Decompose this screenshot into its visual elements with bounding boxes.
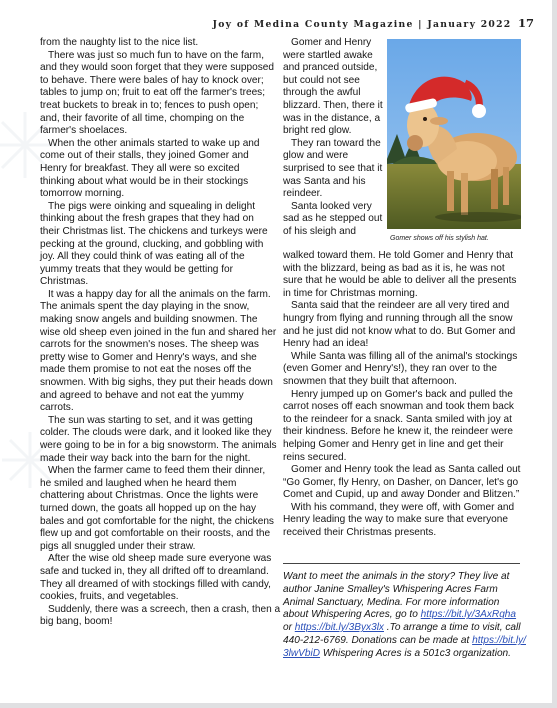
text-line: When the farmer came to feed them their dinner, <box>48 465 266 477</box>
text-line: They all dreamed of with stockings filled with candy, <box>40 578 271 590</box>
text-line: thinking about the fresh grapes that they had on <box>40 213 254 225</box>
text-line: yummy treats that they would be getting for <box>40 263 233 275</box>
text-line: bales and got comfortable for the night, the chickens <box>40 515 274 527</box>
text-line: thinking about what would be in their stockings <box>40 175 249 187</box>
url-link[interactable]: https://bit.ly/3Byx3lx <box>294 622 384 634</box>
text-line: tables to jump on; fruit to eat off the farmer's trees; <box>40 87 266 99</box>
text-line: While Santa was filling all of the animal's stockings <box>291 350 518 362</box>
text-line: carrots for the snowmen's noses. The sheep was <box>40 339 259 351</box>
text-line: Henry jumped up on Gomer's back and pulled the <box>291 388 513 400</box>
text-line: colder. The clouds were dark, and it looked like they <box>40 427 272 439</box>
note-line <box>283 648 523 661</box>
text-line: he smiled and laughed when he heard them <box>40 477 237 489</box>
text-line: made their way back into the barn for the night. <box>40 452 251 464</box>
text-line: made them promise to not eat the noses off the <box>40 364 252 376</box>
goat-photo <box>387 39 521 229</box>
text-line: reindeer. <box>283 188 323 200</box>
text-line: It was a happy day for all the animals on the farm. <box>48 288 271 300</box>
note-line <box>283 609 523 622</box>
text-line: but could not see <box>283 74 360 86</box>
text-line: carrots. <box>40 402 74 414</box>
note-line <box>283 597 523 610</box>
text-line: tomorrow morning. <box>40 188 125 200</box>
text-line: wise old sheep even joined in the fun and shared her <box>40 326 277 338</box>
text-line: carrot noses off each snowman and took them back <box>283 401 514 413</box>
text-line: When the other animals started to wake up and <box>48 137 260 149</box>
text-line: farmer's shoelaces. <box>40 125 128 137</box>
text-line: sure that he would be able to deliver all the presents <box>283 275 517 287</box>
text-line: flew up and got comfortable on their roosts, and the <box>40 528 271 540</box>
text-line: were startled awake <box>283 49 373 61</box>
note-text: .To arrange a time to visit, call <box>383 622 521 634</box>
running-title: Joy of Medina County Magazine | January 2022 <box>212 19 512 30</box>
note-text: author Janine Smalley's Whispering Acres Farm <box>283 583 498 595</box>
text-line: blizzard. Then, there it <box>283 99 383 111</box>
text-line: and pranced outside, <box>283 62 378 74</box>
text-line: Santa looked very <box>291 200 372 212</box>
text-line: Henry for breakfast. They all were so excited <box>40 162 240 174</box>
text-line: Comet and Cupid, up and away Donder and Blitzen.” <box>283 489 520 501</box>
note-line <box>283 571 523 584</box>
text-line: and, their favorite of all time, chomping on the <box>40 112 245 124</box>
note-text: 440-212-6769. Donations can be made at <box>283 634 473 646</box>
text-line: received their Christmas presents. <box>283 527 437 539</box>
text-line: to behave. There were bales of hay to knock over; <box>40 74 264 86</box>
note-line <box>283 622 523 635</box>
text-line: The pigs were oinking and squealing in delight <box>48 200 256 212</box>
text-line: to the reindeer for a snack. Santa smiled with joy at <box>283 413 512 425</box>
text-line: through the awful <box>283 87 361 99</box>
text-line: safe and tucked in, they all drifted off to dreamland. <box>40 565 269 577</box>
right-text-column-bottom <box>283 250 523 540</box>
text-line: making snow angels and building snowmen. The <box>40 314 258 326</box>
note-line <box>283 584 523 597</box>
text-line: and they would soon forget that they were supposed <box>40 62 274 74</box>
url-link[interactable]: 3lwVbiD <box>283 647 321 659</box>
text-line: helping Gomer and Henry get in line and get their <box>283 438 504 450</box>
text-line: from the naughty list to the nice list. <box>40 37 199 48</box>
text-line: chattering about Christmas. Once the lights were <box>40 490 259 502</box>
photo-caption: Gomer shows off his stylish hat. <box>390 235 489 242</box>
text-line: The sun was starting to set, and it was getting <box>48 414 253 426</box>
text-line: come out of their stalls, they joined Gomer and <box>40 150 249 162</box>
text-line: and he just did not know what to do. But Gomer and <box>283 325 516 337</box>
text-line: snowmen. With big sighs, they put their heads down <box>40 377 273 389</box>
text-line: hungry from flying and running through all the snow <box>283 312 513 324</box>
url-link[interactable]: https://bit.ly/ <box>472 634 526 646</box>
text-line: joy. All they could think of was eating all of the <box>40 251 245 263</box>
text-line: Santa said that the reindeer are all very tired and <box>291 300 510 312</box>
section-divider <box>283 563 520 564</box>
text-line: with the blizzard, being as bad as it is, he was not <box>283 262 505 274</box>
note-text: or <box>283 622 295 634</box>
text-line: pretty wise to Gomer and Henry's ways, and she <box>40 351 257 363</box>
text-line: in time for Christmas morning. <box>283 287 418 299</box>
page-edge <box>0 703 557 708</box>
sanctuary-info-note <box>283 571 526 661</box>
text-line: snowmen that they built that afternoon. <box>283 375 457 387</box>
running-header <box>0 16 534 30</box>
text-line: bright red glow. <box>283 125 352 137</box>
text-line: Henry had an idea! <box>283 338 369 350</box>
text-line: Gomer and Henry took the lead as Santa called out <box>291 464 521 476</box>
text-line: big bang, boom! <box>40 616 113 628</box>
text-line: With his command, they were off, with Gomer and <box>291 501 515 513</box>
text-line: walked toward them. He told Gomer and Henry that <box>283 250 514 261</box>
text-line: pigs all snuggled under their straw. <box>40 540 196 552</box>
text-line: reins secured. <box>283 451 347 463</box>
text-line: their kindness. Before he knew it, the reindeer were <box>283 426 514 438</box>
left-text-column <box>40 37 280 629</box>
text-line: and agreed to behave and not eat the yummy <box>40 389 244 401</box>
text-line: Henry leading the way to make sure that everyone <box>283 514 508 526</box>
text-line: (even Gomer and Henry's!), they ran over to the <box>283 363 497 375</box>
note-text: Animal Sanctuary, Medina. For more information <box>283 596 500 608</box>
text-line: “Go Gomer, fly Henry, on Dasher, on Dancer, let's go <box>283 476 519 488</box>
note-line <box>283 634 526 648</box>
text-line: cookies, fruits, and vegetables. <box>40 591 179 603</box>
text-line: Suddenly, there was a screech, then a crash, then a <box>48 603 281 615</box>
text-line: The animals spent the day playing in the snow, <box>40 301 250 313</box>
text-line: sad as he stepped out <box>283 213 383 225</box>
text-line: was in the distance, a <box>283 112 381 124</box>
text-line: surprised to see that it <box>283 162 383 174</box>
page-edge <box>552 0 557 708</box>
text-line: were going to be in for a big snowstorm. The animals <box>40 440 277 451</box>
text-line: turned down, the goats all hopped up on the hay <box>40 502 257 514</box>
text-line: After the wise old sheep made sure everyone was <box>48 553 272 565</box>
note-text: Whispering Acres is a 501c3 organization. <box>320 647 511 659</box>
note-text: about Whispering Acres, go to <box>283 609 421 621</box>
text-line: was Santa and his <box>283 175 366 187</box>
page-number: 17 <box>517 16 534 30</box>
text-line: glow and were <box>283 150 349 162</box>
url-link[interactable]: https://bit.ly/3AxRqha <box>420 609 517 621</box>
text-line: treat buckets to break in to; fences to push open; <box>40 99 259 111</box>
text-line: Gomer and Henry <box>291 37 372 48</box>
text-line: Christmas. <box>40 276 89 288</box>
text-line: of his sleigh and <box>283 225 356 237</box>
text-line: pecking at the ground, clucking, and gobbling with <box>40 238 264 250</box>
text-line: There was just so much fun to have on the farm, <box>48 49 265 61</box>
text-line: their Christmas list. The chickens and turkeys were <box>40 225 268 237</box>
text-line: They ran toward the <box>291 137 381 149</box>
right-text-column-top <box>283 37 383 239</box>
note-text: Want to meet the animals in the story? They live at <box>283 571 510 582</box>
